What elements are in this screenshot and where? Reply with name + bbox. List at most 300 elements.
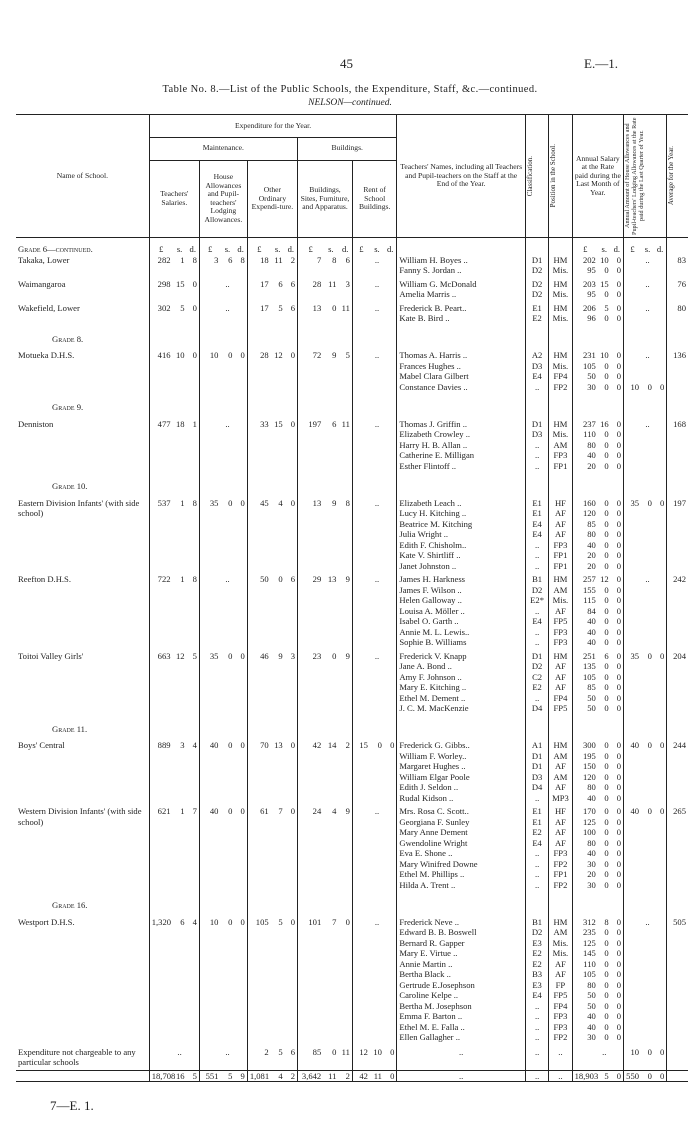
empty-cell (173, 371, 187, 382)
empty-cell (384, 419, 397, 430)
teacher-position: Mis. (549, 313, 572, 324)
empty-cell (323, 392, 338, 419)
empty-cell (173, 382, 187, 393)
empty-cell (247, 948, 270, 959)
empty-cell (199, 595, 220, 606)
empty-cell (247, 450, 270, 461)
teacher-classification: D3 (525, 772, 548, 783)
empty-cell (234, 990, 247, 1001)
amount-cell: 85 (587, 682, 596, 692)
empty-cell (220, 265, 234, 276)
empty-cell (149, 890, 172, 917)
empty-cell (199, 606, 220, 617)
empty-cell (624, 574, 642, 585)
empty-cell (370, 561, 384, 572)
amount-cell: 0 (604, 661, 609, 671)
empty-cell (199, 890, 220, 917)
empty-cell (16, 595, 149, 606)
teacher-position: AF (549, 661, 572, 672)
empty-cell (298, 324, 324, 351)
empty-cell (338, 938, 352, 949)
teacher-name: Amelia Marris .. (397, 289, 526, 300)
teacher-name: Elizabeth Crowley .. (397, 429, 526, 440)
empty-cell (285, 371, 298, 382)
empty-cell (298, 508, 324, 519)
header-teachers-salaries: Teachers' Salaries. (149, 160, 199, 237)
empty-cell (667, 606, 688, 617)
amount-cell: 42 (312, 740, 322, 750)
teacher-position: HM (549, 279, 572, 290)
empty-cell (598, 714, 611, 741)
amount-cell: 2 (338, 1070, 352, 1082)
teacher-classification: A2 (525, 350, 548, 361)
amount-cell: 10 (373, 1046, 382, 1057)
amount-cell: 0 (604, 979, 609, 990)
amount-cell: 0 (604, 990, 609, 1000)
empty-cell (572, 1047, 598, 1068)
empty-cell (384, 637, 397, 648)
amount-cell: 722 (157, 574, 171, 584)
empty-cell (173, 672, 187, 683)
empty-cell (298, 938, 324, 949)
empty-cell (173, 959, 187, 970)
empty-cell (323, 429, 338, 440)
empty-cell (298, 682, 324, 693)
empty-cell (352, 806, 370, 817)
empty-cell (641, 550, 654, 561)
empty-cell (149, 616, 172, 627)
empty-cell (285, 606, 298, 617)
teacher-position: Mis. (549, 595, 572, 606)
empty-cell (285, 289, 298, 300)
empty-cell (234, 265, 247, 276)
empty-cell (654, 827, 667, 838)
empty-cell (572, 392, 598, 419)
school-name: Wakefield, Lower (16, 303, 149, 314)
teacher-row (16, 429, 688, 440)
amount-cell: 100 (582, 827, 596, 837)
amount-cell: 45 (260, 497, 269, 508)
empty-cell (16, 616, 149, 627)
empty-cell (199, 703, 220, 714)
empty-cell (247, 890, 270, 917)
empty-cell (149, 751, 172, 762)
empty-cell (352, 440, 370, 451)
teacher-position: AF (549, 969, 572, 980)
empty-cell (285, 890, 298, 917)
amount-cell: 18,903 (572, 1070, 598, 1082)
empty-cell (598, 890, 611, 917)
empty-cell (624, 969, 642, 980)
empty-cell (247, 980, 270, 991)
empty-cell (384, 782, 397, 793)
amount-cell: 9 (338, 806, 352, 817)
empty-cell (199, 1022, 220, 1033)
empty-cell (271, 693, 285, 704)
amount-cell: 0 (611, 595, 624, 606)
empty-cell (298, 627, 324, 638)
empty-cell (338, 595, 352, 606)
empty-cell (220, 637, 234, 648)
empty-cell (247, 606, 270, 617)
empty-cell (234, 313, 247, 324)
empty-cell (338, 927, 352, 938)
empty-cell (271, 371, 285, 382)
empty-cell (149, 450, 172, 461)
teacher-name: Harry H. B. Allan .. (397, 440, 526, 451)
empty-cell (641, 1032, 654, 1043)
empty-cell (199, 793, 220, 804)
empty-cell (220, 980, 234, 991)
empty-cell (234, 550, 247, 561)
amount-cell: 40 (587, 450, 596, 460)
teacher-name: Caroline Kelpe .. (397, 990, 526, 1001)
empty-cell (370, 606, 384, 617)
average-attendance: 76 (677, 278, 686, 289)
empty-cell (641, 859, 654, 870)
empty-cell (16, 990, 149, 1001)
empty-cell (323, 938, 338, 949)
amount-cell: 40 (587, 1011, 596, 1021)
empty-cell (667, 1070, 688, 1082)
empty-cell (370, 703, 384, 714)
empty-cell (271, 714, 285, 741)
empty-cell (247, 627, 270, 638)
empty-cell (338, 1011, 352, 1022)
teacher-classification: D3 (525, 361, 548, 372)
empty-cell (16, 529, 149, 540)
empty-cell (654, 303, 667, 314)
empty-cell (323, 637, 338, 648)
empty-cell (298, 382, 324, 393)
empty-cell (220, 761, 234, 772)
amount-cell: 155 (582, 584, 596, 595)
empty-cell (624, 948, 642, 959)
empty-cell (234, 606, 247, 617)
empty-cell (149, 637, 172, 648)
amount-cell: 0 (604, 265, 609, 275)
amount-cell: 0 (384, 1047, 397, 1068)
empty-cell (370, 627, 384, 638)
amount-cell: 0 (611, 265, 624, 276)
amount-cell: 0 (234, 651, 247, 662)
empty-cell (624, 350, 642, 361)
amount-cell: 0 (611, 980, 624, 991)
amount-cell: 416 (157, 350, 171, 360)
empty-cell (641, 848, 654, 859)
amount-cell: 6 (285, 279, 298, 290)
empty-cell (285, 980, 298, 991)
amount-cell: 0 (234, 917, 247, 928)
amount-cell: 0 (611, 672, 624, 683)
amount-cell: 0 (332, 650, 337, 661)
empty-cell (173, 793, 187, 804)
empty-cell (173, 606, 187, 617)
empty-cell (247, 529, 270, 540)
amount-cell: 257 (582, 574, 596, 584)
empty-cell (173, 471, 187, 498)
empty-cell (370, 1032, 384, 1043)
empty-cell (199, 980, 220, 991)
amount-cell: 42 (352, 1070, 370, 1082)
teacher-classification: .. (525, 880, 548, 891)
teacher-classification: E1 (525, 806, 548, 817)
empty-cell (187, 595, 200, 606)
empty-cell (624, 265, 642, 276)
amount-cell: 8 (187, 574, 200, 585)
teacher-name: Annie M. L. Lewis.. (397, 627, 526, 638)
empty-cell (323, 289, 338, 300)
empty-cell (149, 627, 172, 638)
teacher-position: FP4 (549, 371, 572, 382)
empty-cell (187, 637, 200, 648)
amount-cell: 0 (611, 761, 624, 772)
amount-cell: 0 (604, 626, 609, 637)
amount-cell: 0 (604, 518, 609, 529)
empty-cell (384, 672, 397, 683)
empty-cell (611, 392, 624, 419)
average-attendance: 80 (677, 302, 686, 313)
currency-symbol: d. (654, 238, 667, 255)
empty-cell (667, 313, 688, 324)
empty-cell (624, 471, 642, 498)
empty-cell (149, 848, 172, 859)
empty-cell (16, 313, 149, 324)
empty-cell (338, 450, 352, 461)
teacher-position: FP2 (549, 880, 572, 891)
empty-cell (654, 361, 667, 372)
empty-cell (298, 289, 324, 300)
empty-cell (16, 959, 149, 970)
teacher-name: Kate V. Shirtliff .. (397, 550, 526, 561)
amount-cell: 0 (611, 574, 624, 585)
teacher-name: Rudal Kidson .. (397, 793, 526, 804)
empty-cell (149, 361, 172, 372)
teacher-classification: D1 (525, 751, 548, 762)
amount-cell: 12 (359, 1046, 368, 1057)
empty-cell (624, 627, 642, 638)
empty-cell (187, 859, 200, 870)
grade-label: Grade 8. (16, 324, 149, 351)
amount-cell: 0 (611, 693, 624, 704)
blank-cell: .. (645, 916, 650, 927)
empty-cell (384, 595, 397, 606)
empty-cell (654, 450, 667, 461)
empty-cell (323, 703, 338, 714)
empty-cell (384, 682, 397, 693)
empty-cell (654, 550, 667, 561)
empty-cell (667, 751, 688, 762)
empty-cell (654, 682, 667, 693)
empty-cell (149, 440, 172, 451)
empty-cell (370, 848, 384, 859)
empty-cell (667, 1032, 688, 1043)
header-average: Average for the Year. (667, 115, 688, 238)
empty-cell (323, 324, 338, 351)
empty-cell (370, 637, 384, 648)
empty-cell (352, 508, 370, 519)
empty-cell (247, 1032, 270, 1043)
empty-cell (298, 561, 324, 572)
empty-cell (370, 714, 384, 741)
empty-cell (641, 869, 654, 880)
empty-cell (173, 1032, 187, 1043)
amount-cell: 0 (234, 350, 247, 361)
empty-cell (352, 519, 370, 530)
grade-label: Grade 9. (16, 392, 149, 419)
amount-cell: 9 (332, 350, 337, 360)
empty-cell (220, 838, 234, 849)
empty-cell (641, 990, 654, 1001)
teacher-name: Amy F. Johnson .. (397, 672, 526, 683)
empty-cell (220, 561, 234, 572)
amount-cell: 0 (384, 740, 397, 751)
empty-cell (187, 980, 200, 991)
amount-cell: 0 (611, 450, 624, 461)
empty-cell (298, 1032, 324, 1043)
teacher-name: William G. McDonald (397, 279, 526, 290)
empty-cell (338, 682, 352, 693)
teacher-classification: D3 (525, 429, 548, 440)
empty-cell (654, 838, 667, 849)
empty-cell (234, 827, 247, 838)
empty-cell (298, 1001, 324, 1012)
empty-cell (16, 550, 149, 561)
amount-cell: 9 (338, 574, 352, 585)
empty-cell (149, 859, 172, 870)
empty-cell (149, 585, 172, 596)
empty-cell (234, 661, 247, 672)
empty-cell (285, 550, 298, 561)
empty-cell (298, 265, 324, 276)
amount-cell: 8 (338, 498, 352, 509)
amount-cell: 0 (604, 616, 609, 626)
currency-symbol: s. (176, 244, 183, 254)
empty-cell (271, 585, 285, 596)
empty-cell (338, 793, 352, 804)
empty-cell (641, 880, 654, 891)
amount-cell: 10 (175, 350, 185, 360)
empty-cell (370, 429, 384, 440)
amount-cell: 29 (312, 574, 322, 584)
amount-cell: 0 (604, 381, 609, 392)
teacher-name: William F. Worley.. (397, 751, 526, 762)
amount-cell: 0 (611, 289, 624, 300)
empty-cell (298, 429, 324, 440)
teacher-name: Julia Wright .. (397, 529, 526, 540)
teacher-name: Ellen Gallagher .. (397, 1032, 526, 1043)
empty-cell (271, 561, 285, 572)
grade-label: Grade 6—continued. (16, 238, 149, 255)
empty-cell (247, 859, 270, 870)
empty-cell (338, 848, 352, 859)
empty-cell (352, 450, 370, 461)
empty-cell (16, 880, 149, 891)
empty-cell (338, 838, 352, 849)
amount-cell: 17 (260, 302, 269, 313)
empty-cell (298, 772, 324, 783)
empty-cell (220, 1001, 234, 1012)
teacher-position: AF (549, 529, 572, 540)
empty-cell (667, 714, 688, 741)
empty-cell (234, 471, 247, 498)
empty-cell (397, 714, 526, 741)
empty-cell (271, 361, 285, 372)
empty-cell (16, 869, 149, 880)
amount-cell: 6 (338, 255, 352, 266)
amount-cell: 18,708 (149, 1070, 172, 1082)
teacher-position: AF (549, 682, 572, 693)
empty-cell (149, 289, 172, 300)
empty-cell (285, 1011, 298, 1022)
empty-cell (338, 429, 352, 440)
empty-cell (338, 661, 352, 672)
teacher-position: FP (549, 980, 572, 991)
empty-cell (624, 703, 642, 714)
empty-cell (173, 890, 187, 917)
empty-cell (220, 382, 234, 393)
amount-cell: 0 (285, 350, 298, 361)
empty-cell (16, 948, 149, 959)
amount-cell: 621 (157, 806, 171, 816)
empty-cell (247, 540, 270, 551)
empty-cell (199, 859, 220, 870)
empty-cell (352, 550, 370, 561)
empty-cell (338, 980, 352, 991)
empty-cell (352, 637, 370, 648)
amount-cell: 9 (278, 650, 283, 661)
empty-cell (271, 859, 285, 870)
currency-symbol: s. (374, 244, 380, 254)
empty-cell (667, 782, 688, 793)
empty-cell (187, 519, 200, 530)
empty-cell (187, 661, 200, 672)
amount-cell: 0 (611, 498, 624, 509)
amount-cell: 282 (157, 254, 171, 265)
amount-cell: 1 (187, 419, 200, 430)
empty-cell (384, 817, 397, 828)
teacher-classification: D2 (525, 279, 548, 290)
amount-cell: 0 (611, 1022, 624, 1033)
amount-cell: 35 (630, 497, 640, 508)
blank-cell: .. (525, 1070, 548, 1082)
empty-cell (234, 392, 247, 419)
amount-cell: 312 (582, 916, 596, 927)
empty-cell (298, 313, 324, 324)
empty-cell (352, 938, 370, 949)
empty-cell (16, 585, 149, 596)
teacher-classification: E1 (525, 303, 548, 314)
teacher-position: Mis. (549, 361, 572, 372)
empty-cell (370, 990, 384, 1001)
empty-cell (220, 519, 234, 530)
empty-cell (667, 382, 688, 393)
empty-cell (641, 519, 654, 530)
school-row (16, 740, 688, 751)
amount-cell: 0 (611, 880, 624, 891)
amount-cell: 0 (604, 937, 609, 948)
blank-cell: .. (602, 1046, 607, 1057)
teacher-position: HM (549, 574, 572, 585)
amount-cell: 5 (220, 1070, 234, 1082)
empty-cell (641, 616, 654, 627)
amount-cell: 0 (647, 497, 652, 508)
empty-cell (271, 782, 285, 793)
teacher-row (16, 782, 688, 793)
empty-cell (199, 838, 220, 849)
empty-cell (384, 313, 397, 324)
grade-row (16, 392, 688, 419)
